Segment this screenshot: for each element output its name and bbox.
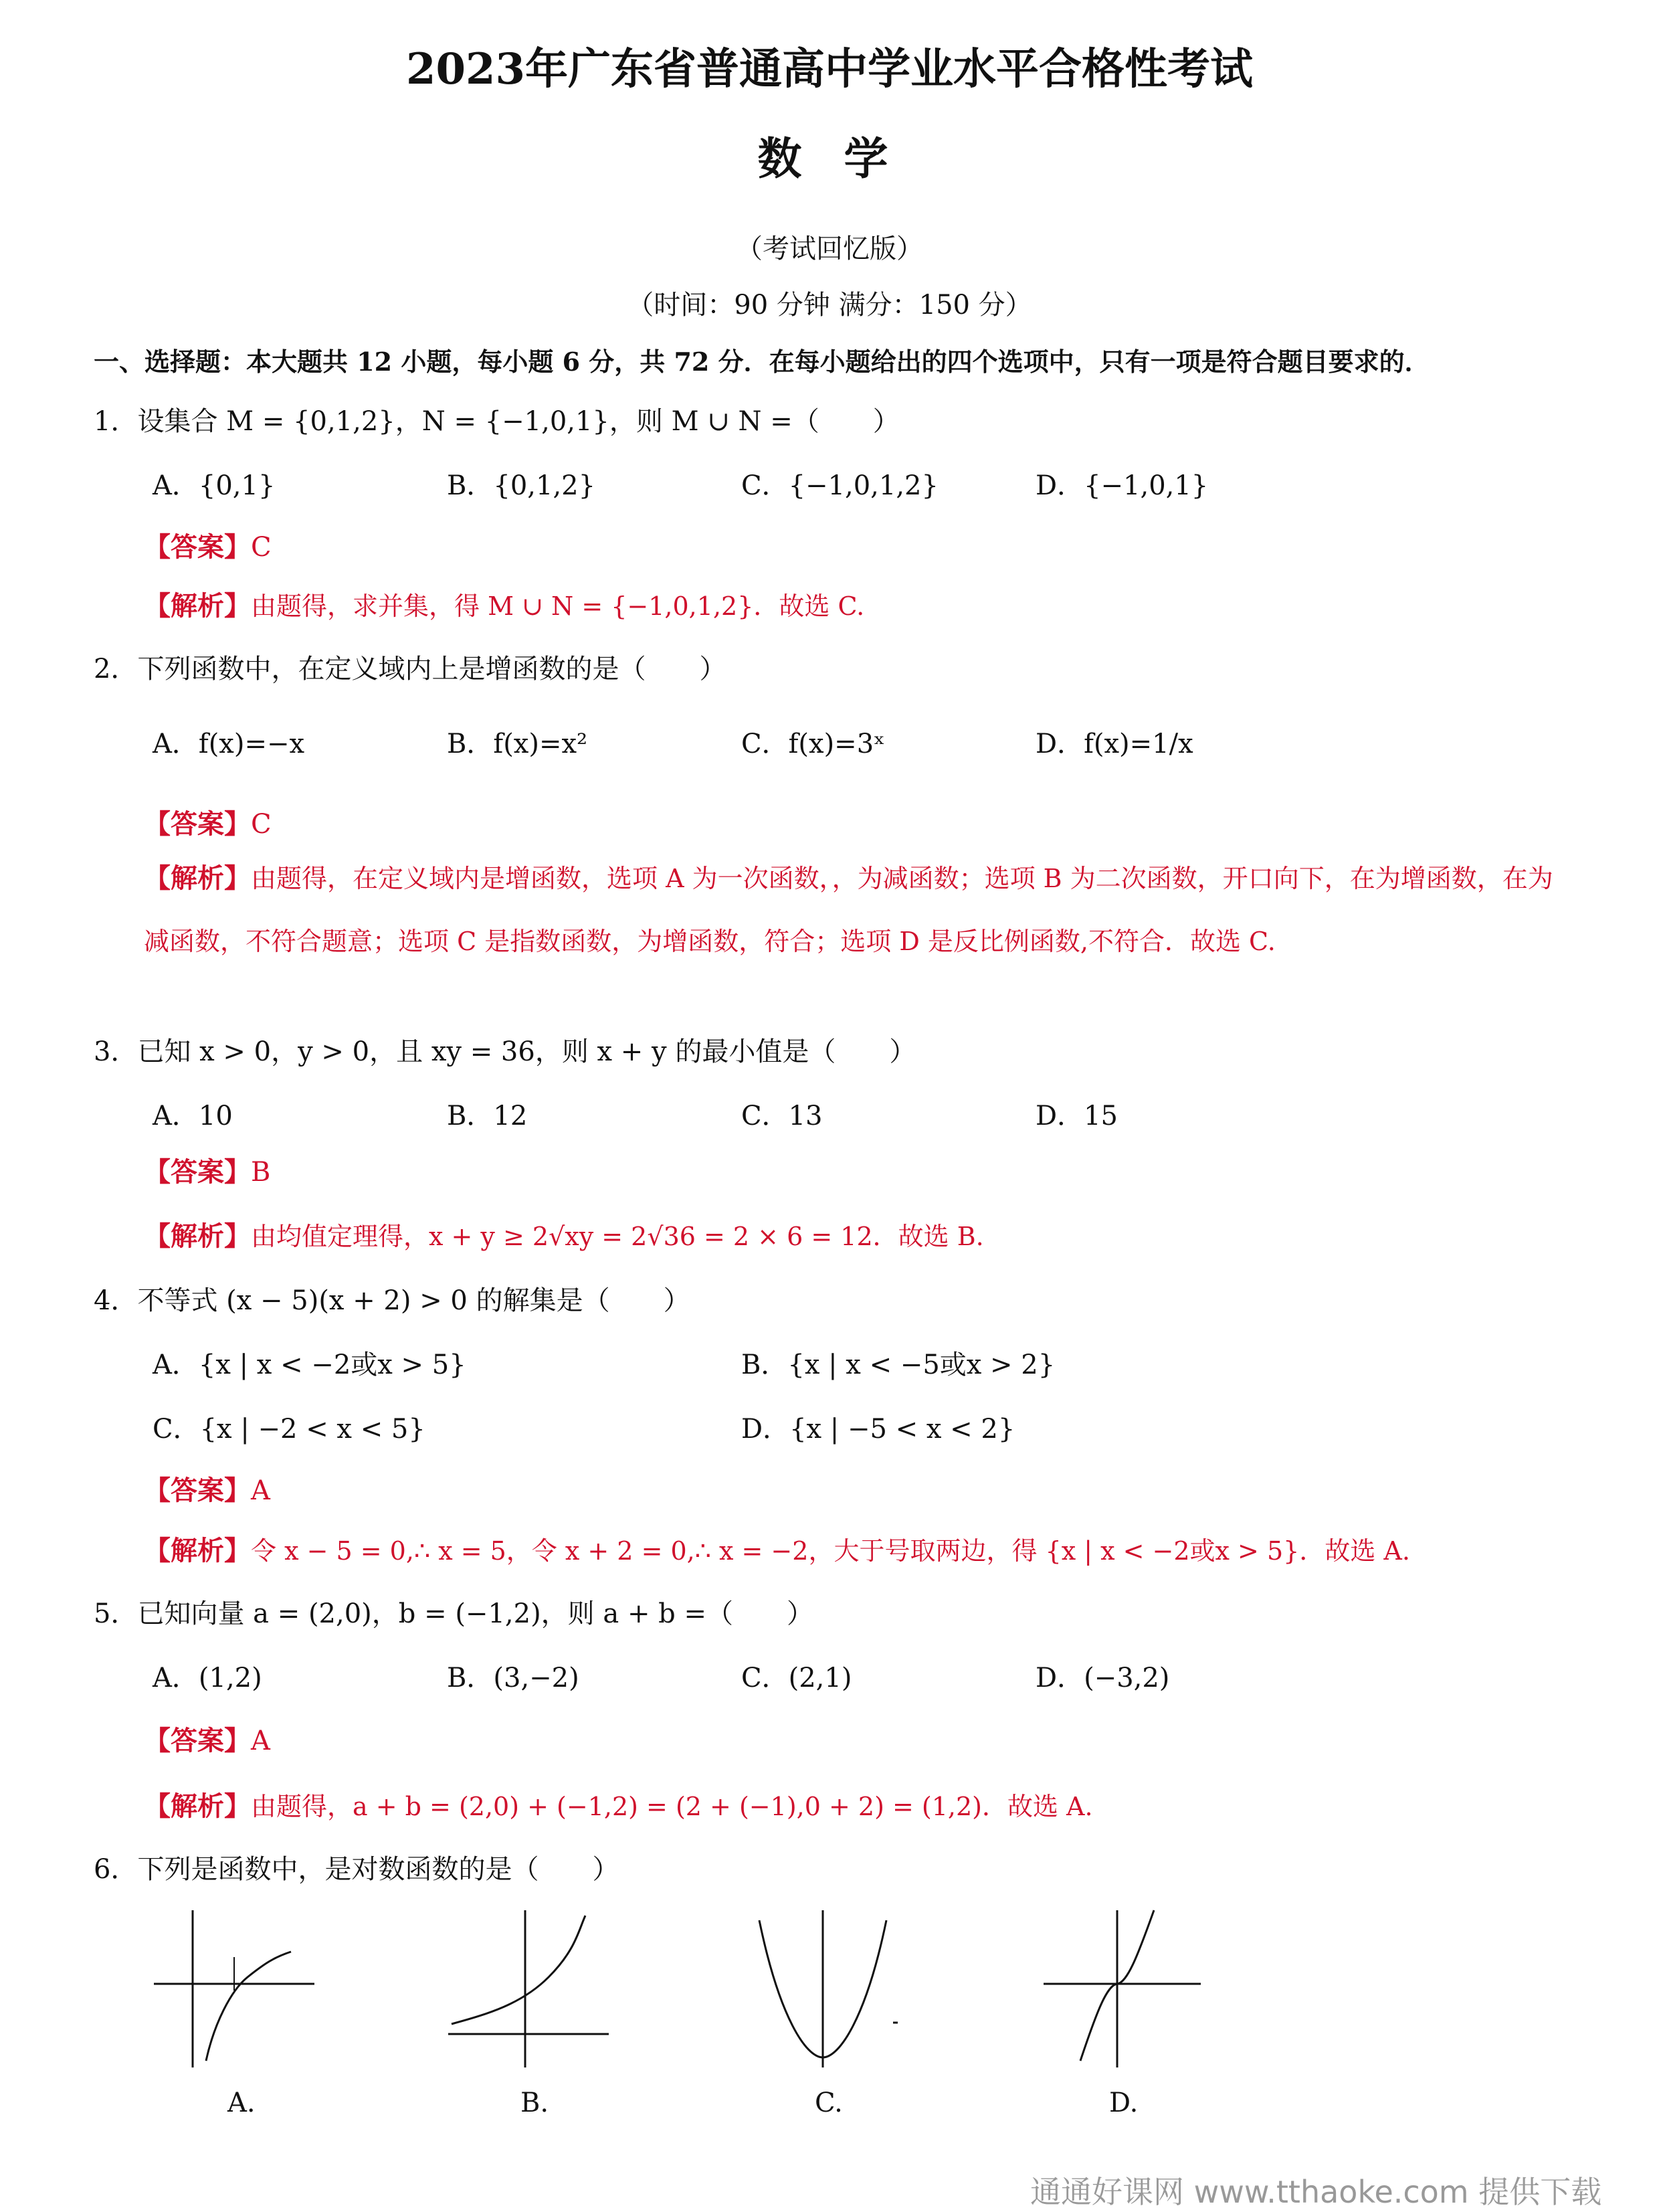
q5-answer	[144, 1720, 270, 1758]
q4-option-b: B．{x | x < −5或x > 2}	[741, 1350, 1056, 1380]
explanation-label: 【解析】	[144, 1220, 251, 1252]
q3-option-b: B．12	[447, 1101, 528, 1131]
q4-explanation	[144, 1530, 1410, 1568]
explanation-text: 令 x − 5 = 0,∴ x = 5，令 x + 2 = 0,∴ x = −2，大于号取两边，得 {x | x < −2或x > 5}．故选 A.	[251, 1536, 1410, 1566]
q5-option-a: A．(1,2)	[153, 1663, 262, 1693]
q6-option-b: B.	[520, 2088, 549, 2118]
watermark-text: 通通好课网 www.tthaoke.com 提供下载	[1030, 2174, 1602, 2210]
q3-option-a: A．10	[153, 1101, 233, 1131]
answer-label: 【答案】	[144, 531, 251, 563]
answer-label: 【答案】	[144, 1475, 251, 1506]
section-heading: 一、选择题：本大题共 12 小题，每小题 6 分，共 72 分．在每小题给出的四个选项中，只有一项是符合题目要求的．	[94, 347, 1430, 377]
q2-option-b: B．f(x)=x²	[447, 729, 588, 759]
q1-answer	[144, 526, 272, 564]
exam-title: 2023年广东省普通高中学业水平合格性考试	[405, 44, 1254, 94]
question-4-stem: 4．不等式 (x − 5)(x + 2) > 0 的解集是（ ）	[94, 1285, 690, 1316]
q5-option-d: D．(−3,2)	[1036, 1663, 1170, 1693]
explanation-text: 由均值定理得，x + y ≥ 2√xy = 2√36 = 2 × 6 = 12．故选 B.	[251, 1222, 984, 1251]
answer-label: 【答案】	[144, 1725, 251, 1756]
answer-value: A	[251, 1475, 270, 1506]
answer-label: 【答案】	[144, 1156, 251, 1188]
q6-option-d: D.	[1109, 2088, 1139, 2118]
answer-value: B	[251, 1157, 271, 1188]
q3-option-c: C．13	[741, 1101, 823, 1131]
q1-option-b: B．{0,1,2}	[447, 470, 596, 501]
explanation-label: 【解析】	[144, 590, 251, 622]
q6-graph-a	[147, 1904, 321, 2071]
q6-option-a: A.	[227, 2088, 256, 2118]
q5-option-c: C．(2,1)	[741, 1663, 852, 1693]
q6-graph-c	[743, 1904, 916, 2071]
q4-option-d: D．{x | −5 < x < 2}	[741, 1414, 1015, 1445]
q4-option-c: C．{x | −2 < x < 5}	[153, 1414, 425, 1445]
answer-value: C	[251, 809, 272, 840]
q3-explanation	[144, 1215, 984, 1253]
explanation-label: 【解析】	[144, 862, 251, 894]
q2-option-a: A．f(x)=−x	[153, 729, 305, 759]
timing-note: （时间：90 分钟 满分：150 分）	[627, 290, 1032, 320]
explanation-text: 由题得，a + b = (2,0) + (−1,2) = (2 + (−1),0 + 2) = (1,2)．故选 A.	[251, 1792, 1093, 1821]
q6-graph-d	[1034, 1904, 1207, 2071]
q6-graph-b	[442, 1904, 615, 2071]
question-2-stem: 2．下列函数中，在定义域内上是增函数的是（ ）	[94, 654, 726, 684]
q2-option-c: C．f(x)=3ˣ	[741, 729, 886, 759]
explanation-text: 由题得，在定义域内是增函数，选项 A 为一次函数，，为减函数；选项 B 为二次函数，开口向下，在为增函数，在为减函数，不符合题意；选项 C 是指数函数，为增函数，符合；选项 D 是反比例函数,不符合．故选 C.	[144, 864, 1553, 956]
question-3-stem: 3．已知 x > 0，y > 0，且 xy = 36，则 x + y 的最小值是（ ）	[94, 1036, 916, 1067]
q2-option-d: D．f(x)=1/x	[1036, 729, 1193, 759]
q6-option-c: C.	[815, 2088, 843, 2118]
question-6-stem: 6．下列是函数中，是对数函数的是（ ）	[94, 1854, 619, 1885]
q5-explanation	[144, 1785, 1093, 1823]
answer-label: 【答案】	[144, 808, 251, 840]
question-1-stem: 1．设集合 M = {0,1,2}，N = {−1,0,1}，则 M ∪ N =（ ）	[94, 406, 900, 437]
edition-note: （考试回忆版）	[736, 234, 923, 264]
q4-option-a: A．{x | x < −2或x > 5}	[153, 1350, 466, 1380]
q3-option-d: D．15	[1036, 1101, 1118, 1131]
explanation-text: 由题得，求并集，得 M ∪ N = {−1,0,1,2}．故选 C.	[251, 591, 865, 621]
question-5-stem: 5．已知向量 a = (2,0)，b = (−1,2)，则 a + b =（ ）	[94, 1598, 814, 1629]
q1-option-a: A．{0,1}	[153, 470, 276, 501]
q4-answer	[144, 1469, 270, 1507]
q2-answer	[144, 803, 272, 841]
explanation-label: 【解析】	[144, 1535, 251, 1566]
answer-value: A	[251, 1726, 270, 1756]
q1-explanation	[144, 585, 864, 623]
q1-option-c: C．{−1,0,1,2}	[741, 470, 939, 501]
q1-option-d: D．{−1,0,1}	[1036, 470, 1209, 501]
q2-explanation	[144, 850, 1569, 976]
q5-option-b: B．(3,−2)	[447, 1663, 579, 1693]
explanation-label: 【解析】	[144, 1790, 251, 1822]
answer-value: C	[251, 532, 272, 563]
subject-title: 数 学	[757, 132, 902, 185]
q3-answer	[144, 1151, 270, 1189]
